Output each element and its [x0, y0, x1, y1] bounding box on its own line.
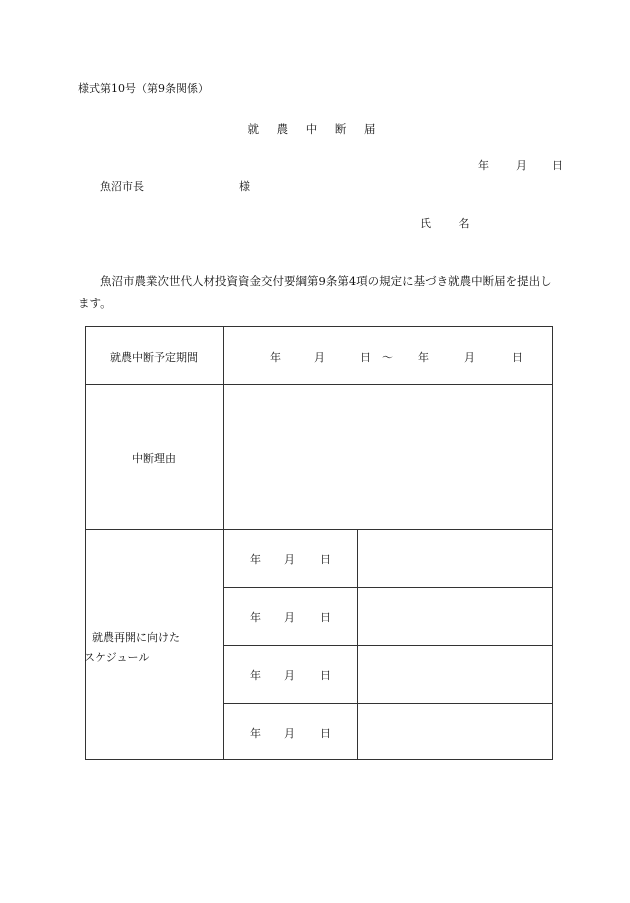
submission-date [478, 157, 563, 173]
period-start-year: 年 [270, 351, 281, 364]
schedule-row-1-month: 月 [284, 553, 295, 566]
date-month-label: 月 [516, 159, 527, 172]
period-end-date[interactable] [418, 349, 523, 365]
applicant-name-label: 氏 名 [420, 217, 482, 230]
addressee-name: 魚沼市長 [100, 180, 144, 193]
period-end-day: 日 [512, 351, 523, 364]
schedule-row-3-month: 月 [284, 669, 295, 682]
schedule-row-2-month: 月 [284, 611, 295, 624]
schedule-row-4-month: 月 [284, 727, 295, 740]
date-year-label: 年 [478, 159, 489, 172]
form-table [85, 326, 553, 760]
period-start-day: 日 [360, 351, 371, 364]
schedule-row-4-year: 年 [250, 727, 261, 740]
period-label: 就農中断予定期間 [110, 351, 198, 364]
reason-input-area[interactable] [224, 385, 552, 529]
schedule-row-3-content[interactable] [358, 646, 552, 703]
schedule-label-line1: 就農再開に向けた [92, 631, 180, 644]
schedule-row-3-year: 年 [250, 669, 261, 682]
schedule-row-4-date[interactable] [250, 725, 331, 741]
period-end-month: 月 [464, 351, 475, 364]
schedule-row-4-content[interactable] [358, 704, 552, 759]
date-day-label: 日 [552, 159, 563, 172]
addressee-honorific: 様 [239, 180, 250, 193]
form-number: 様式第10号（第9条関係） [78, 82, 209, 95]
period-start-month: 月 [314, 351, 325, 364]
schedule-row-3-date[interactable] [250, 667, 331, 683]
schedule-label-line2: スケジュール [84, 651, 150, 664]
document-title: 就 農 中 断 届 [247, 122, 383, 136]
period-separator: ～ [382, 351, 393, 364]
reason-label: 中断理由 [132, 452, 176, 465]
schedule-row-1-day: 日 [320, 553, 331, 566]
schedule-row-2-day: 日 [320, 611, 331, 624]
period-start-date[interactable] [270, 349, 418, 365]
schedule-row-2-date[interactable] [250, 609, 331, 625]
schedule-row-2-content[interactable] [358, 588, 552, 645]
schedule-row-1-content[interactable] [358, 530, 552, 587]
schedule-row-3-day: 日 [320, 669, 331, 682]
schedule-row-1-year: 年 [250, 553, 261, 566]
schedule-row-1-date[interactable] [250, 551, 331, 567]
body-text: 魚沼市農業次世代人材投資資金交付要綱第9条第4項の規定に基づき就農中断届を提出します。 [78, 274, 552, 310]
period-end-year: 年 [418, 351, 429, 364]
schedule-row-2-year: 年 [250, 611, 261, 624]
schedule-row-4-day: 日 [320, 727, 331, 740]
